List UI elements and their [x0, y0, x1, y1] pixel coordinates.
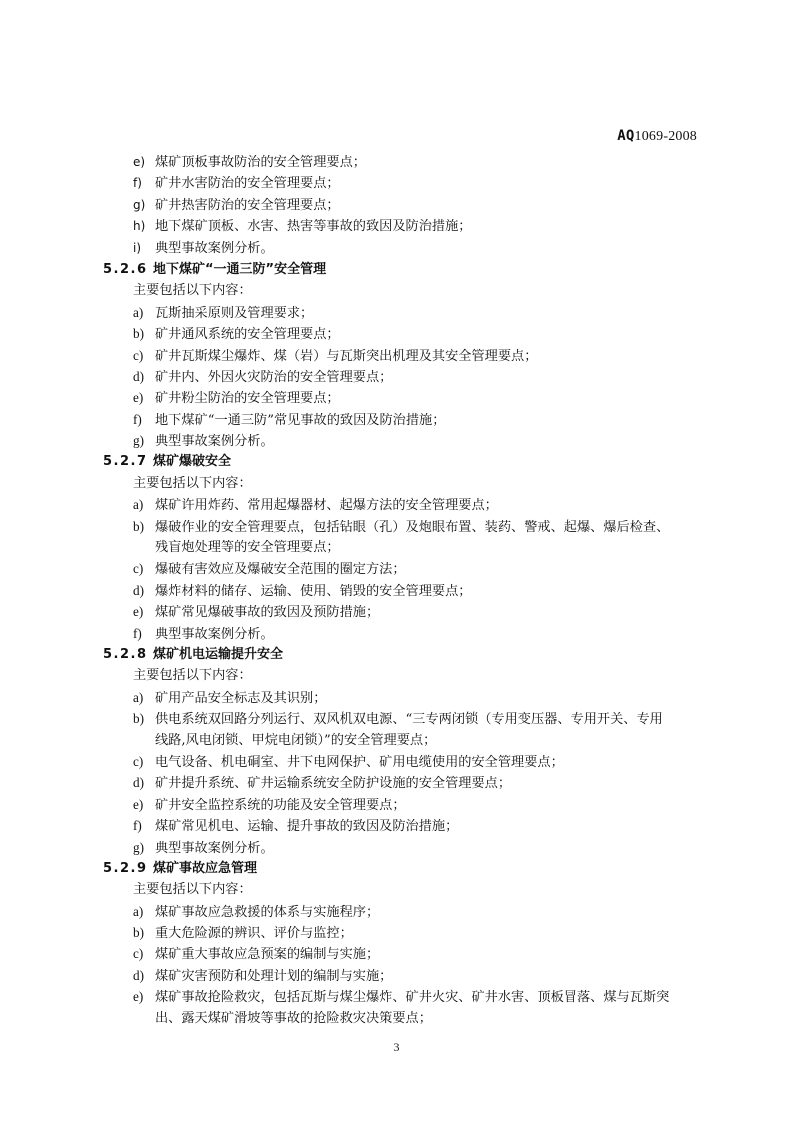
item-label: f) [133, 176, 142, 191]
item-text: 地下煤矿顶板、水害、热害等事故的致因及防治措施； [155, 219, 472, 235]
item-label: b) [133, 925, 144, 941]
list-item [103, 216, 703, 237]
item-label: b) [133, 326, 144, 342]
item-label: a) [133, 497, 144, 513]
item-text: 矿井瓦斯煤尘爆炸、煤（岩）与瓦斯突出机理及其安全管理要点； [155, 348, 538, 364]
list-item [103, 152, 703, 173]
continued-list [103, 152, 703, 259]
list-item [103, 772, 703, 793]
item-text: 矿井粉尘防治的安全管理要点； [155, 391, 340, 407]
item-label: d) [133, 582, 144, 598]
item-text: 矿用产品安全标志及其识别； [155, 690, 327, 706]
list-item [103, 837, 703, 858]
item-label: b) [133, 711, 144, 727]
section-title: 煤矿爆破安全 [153, 454, 232, 470]
item-text: 典型事故案例分析。 [155, 626, 274, 642]
list-item [103, 751, 703, 772]
item-label: c) [133, 561, 144, 577]
item-label: f) [133, 818, 142, 834]
item-label: a) [133, 689, 144, 705]
section-heading [103, 259, 703, 280]
item-text: 地下煤矿“一通三防”常见事故的致因及防治措施； [155, 412, 446, 428]
item-text: 矿井提升系统、矿井运输系统安全防护设施的安全管理要点； [155, 776, 512, 792]
list-item [103, 238, 703, 259]
item-label: e) [133, 796, 144, 812]
item-text: 煤矿重大事故应急预案的编制与实施； [155, 947, 380, 963]
item-label: f) [133, 411, 142, 427]
document-code-prefix: AQ [617, 128, 635, 144]
item-text: 供电系统双回路分列运行、双风机双电源、“三专两闭锁（专用变压器、专用开关、专用 [155, 712, 663, 728]
document-body [103, 152, 703, 1029]
list-item [103, 345, 703, 366]
list-item [103, 409, 703, 430]
page-number: 3 [393, 1040, 400, 1054]
item-label: g) [133, 433, 144, 449]
list-item [103, 580, 703, 601]
item-text: 典型事故案例分析。 [155, 434, 274, 450]
list-item [103, 173, 703, 194]
section-number: 5.2.9 [103, 860, 148, 876]
item-text: 电气设备、机电硐室、井下电网保护、矿用电缆使用的安全管理要点； [155, 754, 564, 770]
document-code-number: 1069-2008 [634, 129, 697, 144]
list-item [103, 623, 703, 644]
item-label: b) [133, 518, 144, 534]
list-item [103, 708, 703, 729]
item-label: e) [133, 989, 144, 1005]
list-item-continuation: 线路,风电闭锁、甲烷电闭锁）”的安全管理要点； [155, 732, 437, 748]
section-heading [103, 858, 703, 879]
item-text: 爆破有害效应及爆破安全范围的圈定方法； [155, 562, 406, 578]
section-title: 煤矿机电运输提升安全 [153, 646, 284, 662]
list-item-continuation: 出、露天煤矿滑坡等事故的抢险救灾决策要点； [155, 1010, 432, 1026]
item-text: 矿井通风系统的安全管理要点； [155, 327, 340, 343]
list-item [103, 687, 703, 708]
section-heading [103, 451, 703, 472]
item-label: d) [133, 967, 144, 983]
list-item [103, 986, 703, 1007]
item-label: g) [133, 197, 146, 212]
item-text: 煤矿事故抢险救灾，包括瓦斯与煤尘爆炸、矿井火灾、矿井水害、顶板冒落、煤与瓦斯突 [155, 990, 670, 1006]
item-label: d) [133, 775, 144, 791]
section-intro: 主要包括以下内容： [133, 668, 252, 684]
list-item [103, 494, 703, 515]
item-label: c) [133, 347, 144, 363]
list-item [103, 965, 703, 986]
section-5-2-6 [103, 259, 703, 452]
item-text: 煤矿灾害预防和处理计划的编制与实施； [155, 968, 393, 984]
item-label: c) [133, 946, 144, 962]
item-label: h) [133, 219, 146, 234]
item-label: a) [133, 903, 144, 919]
list-item [103, 430, 703, 451]
list-item [103, 922, 703, 943]
item-text: 煤矿常见爆破事故的致因及预防措施； [155, 605, 380, 621]
item-text: 矿井热害防治的安全管理要点； [155, 197, 340, 213]
item-label: d) [133, 368, 144, 384]
section-number: 5.2.7 [103, 454, 148, 470]
list-item [103, 323, 703, 344]
item-label: e) [133, 155, 146, 169]
list-item [103, 516, 703, 537]
item-text: 典型事故案例分析。 [155, 240, 274, 256]
list-item [103, 815, 703, 836]
section-number: 5.2.8 [103, 646, 148, 662]
item-text: 爆破作业的安全管理要点，包括钻眼（孔）及炮眼布置、装药、警戒、起爆、爆后检查、 [155, 519, 670, 535]
item-label: i) [133, 240, 142, 255]
item-label: c) [133, 753, 144, 769]
list-item [103, 901, 703, 922]
item-text: 重大危险源的辨识、评价与监控； [155, 926, 353, 942]
item-text: 煤矿许用炸药、常用起爆器材、起爆方法的安全管理要点； [155, 498, 498, 514]
item-text: 煤矿常见机电、运输、提升事故的致因及防治措施； [155, 819, 459, 835]
list-item [103, 943, 703, 964]
section-intro: 主要包括以下内容： [133, 882, 252, 898]
item-text: 矿井安全监控系统的功能及安全管理要点； [155, 797, 406, 813]
section-heading [103, 644, 703, 665]
list-item-continuation: 残盲炮处理等的安全管理要点； [155, 540, 340, 556]
list-item [103, 601, 703, 622]
list-item [103, 195, 703, 216]
section-5-2-7 [103, 451, 703, 644]
section-intro: 主要包括以下内容： [133, 475, 252, 491]
section-title: 地下煤矿“一通三防”安全管理 [153, 261, 327, 277]
item-text: 典型事故案例分析。 [155, 840, 274, 856]
document-code [617, 128, 697, 145]
item-text: 煤矿顶板事故防治的安全管理要点； [155, 155, 366, 170]
list-item [103, 794, 703, 815]
item-label: e) [133, 604, 144, 620]
item-text: 爆炸材料的储存、运输、使用、销毁的安全管理要点； [155, 583, 472, 599]
section-5-2-9 [103, 858, 703, 1029]
item-label: g) [133, 839, 144, 855]
item-text: 瓦斯抽采原则及管理要求； [155, 305, 314, 321]
section-intro: 主要包括以下内容： [133, 283, 252, 299]
section-title: 煤矿事故应急管理 [153, 860, 258, 876]
item-label: f) [133, 625, 142, 641]
list-item [103, 558, 703, 579]
list-item [103, 387, 703, 408]
section-5-2-8 [103, 644, 703, 858]
list-item [103, 302, 703, 323]
item-label: a) [133, 304, 144, 320]
item-text: 矿井内、外因火灾防治的安全管理要点； [155, 369, 393, 385]
section-number: 5.2.6 [103, 261, 148, 277]
item-text: 煤矿事故应急救援的体系与实施程序； [155, 904, 380, 920]
item-label: e) [133, 390, 144, 406]
list-item [103, 366, 703, 387]
item-text: 矿井水害防治的安全管理要点； [155, 176, 340, 192]
